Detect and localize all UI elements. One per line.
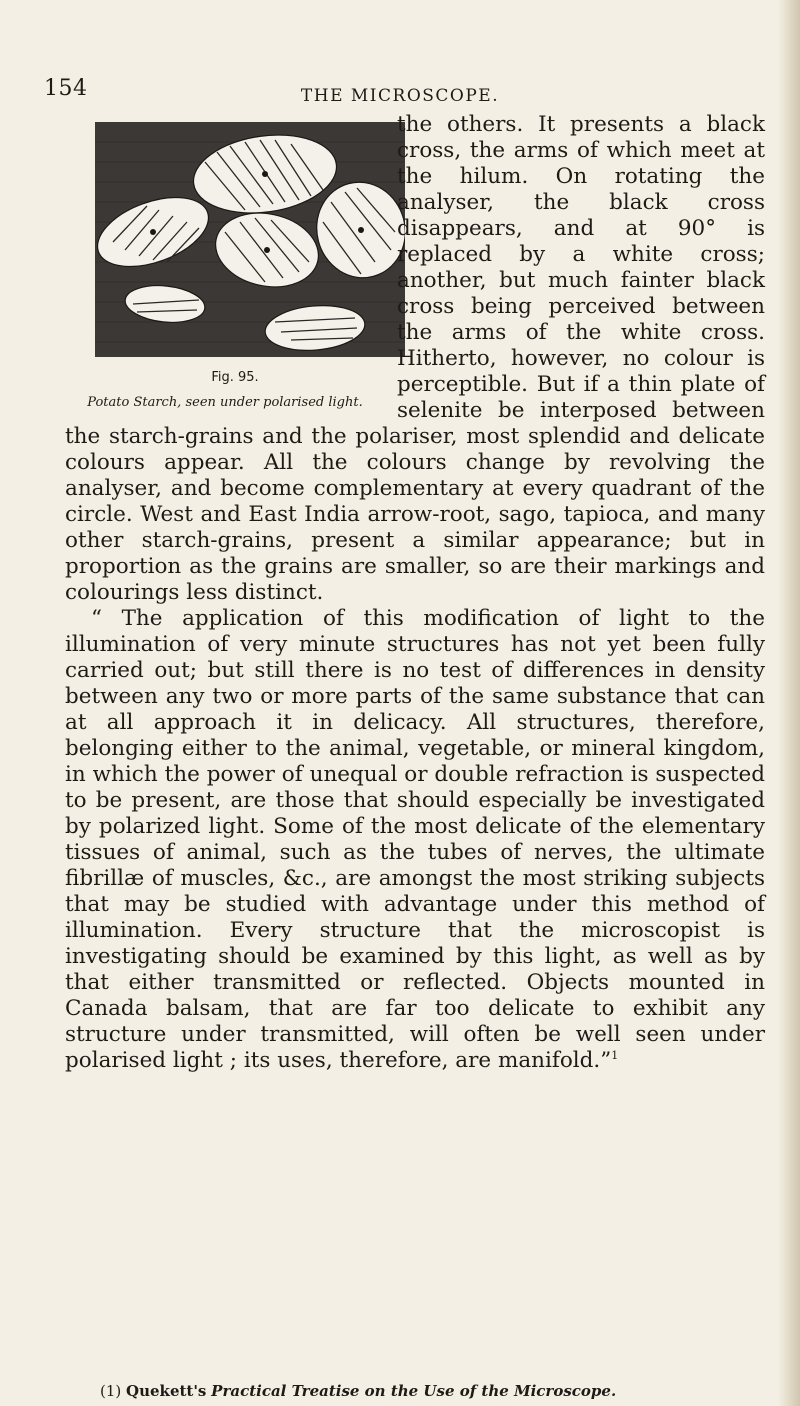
body-text bbox=[65, 112, 765, 1074]
potato-starch-illustration bbox=[95, 122, 405, 357]
footnote-title: Practical Treatise on the Use of the Microscope. bbox=[211, 1382, 617, 1400]
running-head: THE MICROSCOPE. bbox=[300, 86, 500, 106]
figure-95 bbox=[65, 114, 385, 416]
page-edge-shadow bbox=[778, 0, 800, 1406]
paragraph-1: the others. It presents a black cross, the arms of which meet at the hilum. On rotating the analyser, the black cross disappears, and at 90° is replaced by a white cross; another, but much fainter black cross being perceived between the arms of the white cross. Hitherto, however, no colour is perceptible. But if a thin plate of selenite be interposed between the starch-grains and the polariser, most splendid and delicate colours appear. All the colours change by revolving the analyser, and become complementary at every quadrant of the circle. West and East India arrow-root, sago, tapioca, and many other starch-grains, present a similar appearance; but in proportion as the grains are smaller, so are their markings and colourings less distinct. bbox=[65, 112, 765, 605]
page-number: 154 bbox=[44, 76, 88, 101]
figure-caption: Potato Starch, seen under polarised light. bbox=[87, 395, 363, 410]
footnote-reference[interactable]: 1 bbox=[611, 1048, 619, 1062]
paragraph-2-text: “ The application of this modification of light to the illumination of very minute structures has not yet been fully carried out; but still there is no test of differences in density between any two or more parts of the same substance that can at all approach it in delicacy. All structures, therefore, belonging either to the animal, vegetable, or mineral kingdom, in which the power of unequal or double refraction is suspected to be present, are those that should especially be investigated by polarized light. Some of the most delicate of the elementary tissues of animal, such as the tubes of nerves, the ultimate fibrillæ of muscles, &c., are amongst the most striking subjects that may be studied with advantage under this method of illumination. Every structure that the microscopist is investigating should be examined by this light, as well as by that either transmitted or reflected. Objects mounted in Canada balsam, that are far too delicate to exhibit any structure under transmitted, will often be well seen under polarised light ; its uses, therefore, are manifold.” bbox=[65, 606, 765, 1073]
figure-label: Fig. 95. bbox=[211, 370, 259, 385]
paragraph-2 bbox=[65, 606, 765, 1074]
footnote-author: Quekett's bbox=[126, 1382, 207, 1400]
footnote bbox=[100, 1382, 780, 1400]
footnote-number: (1) bbox=[100, 1382, 122, 1400]
